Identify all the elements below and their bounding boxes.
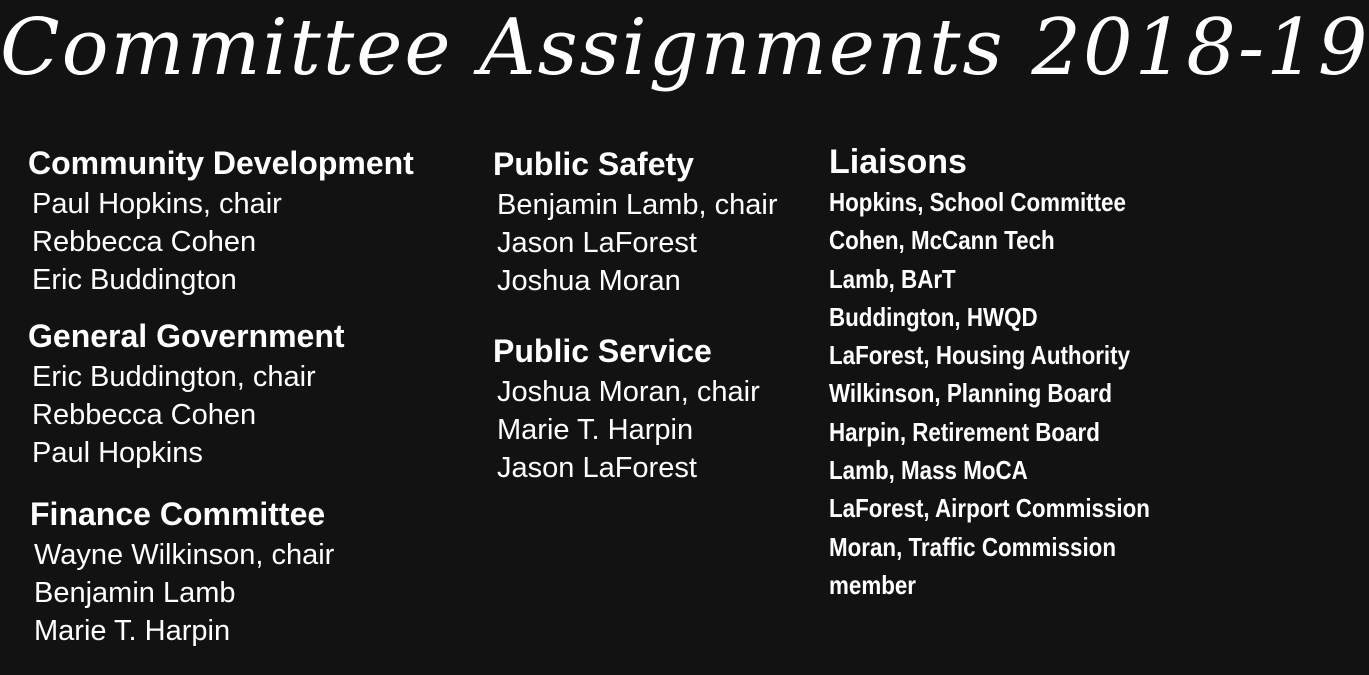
committee-member: Joshua Moran: [497, 265, 681, 297]
liaison-item: Cohen, McCann Tech: [829, 225, 1055, 256]
liaison-item: Lamb, BArT: [829, 263, 956, 294]
committee-member: Paul Hopkins: [32, 437, 203, 469]
committee-general-government: [28, 318, 345, 472]
liaisons-heading: Liaisons: [829, 143, 967, 181]
committee-member: Rebbecca Cohen: [32, 226, 257, 258]
committee-public-safety: [493, 146, 777, 300]
liaison-item: Hopkins, School Committee: [829, 187, 1126, 217]
committee-heading: Finance Committee: [30, 496, 326, 532]
committee-member: Eric Buddington: [32, 264, 237, 296]
page-title: Committee Assignments 2018-19: [0, 3, 1369, 93]
committee-member: Paul Hopkins, chair: [32, 188, 282, 220]
committee-member: Benjamin Lamb, chair: [497, 189, 778, 221]
liaison-item: Moran, Traffic Commission: [829, 531, 1117, 562]
committee-member: Jason LaForest: [497, 452, 697, 484]
committee-member: Benjamin Lamb: [34, 577, 236, 609]
liaison-item: Harpin, Retirement Board: [829, 416, 1100, 447]
committee-heading: General Government: [28, 318, 345, 354]
committee-member: Wayne Wilkinson, chair: [34, 539, 335, 571]
committee-community-development: [28, 145, 414, 299]
committee-member: Marie T. Harpin: [497, 414, 694, 446]
liaison-item: Buddington, HWQD: [829, 301, 1038, 332]
committee-member: Marie T. Harpin: [34, 615, 231, 647]
committee-finance: [30, 496, 334, 650]
committee-public-service: [493, 333, 760, 487]
liaisons-section: [829, 143, 1202, 604]
committee-heading: Public Service: [493, 333, 712, 369]
committee-member: Eric Buddington, chair: [32, 361, 316, 393]
liaison-item: LaForest, Airport Commission: [829, 493, 1150, 524]
committee-member: Jason LaForest: [497, 227, 697, 259]
liaison-item: Wilkinson, Planning Board: [829, 378, 1113, 409]
liaison-item: member: [829, 569, 916, 600]
committee-heading: Public Safety: [493, 146, 694, 182]
committee-heading: Community Development: [28, 145, 414, 181]
committee-member: Rebbecca Cohen: [32, 399, 257, 431]
committee-member: Joshua Moran, chair: [497, 376, 760, 408]
liaison-item: Lamb, Mass MoCA: [829, 455, 1028, 486]
liaison-item: LaForest, Housing Authority: [829, 340, 1131, 371]
